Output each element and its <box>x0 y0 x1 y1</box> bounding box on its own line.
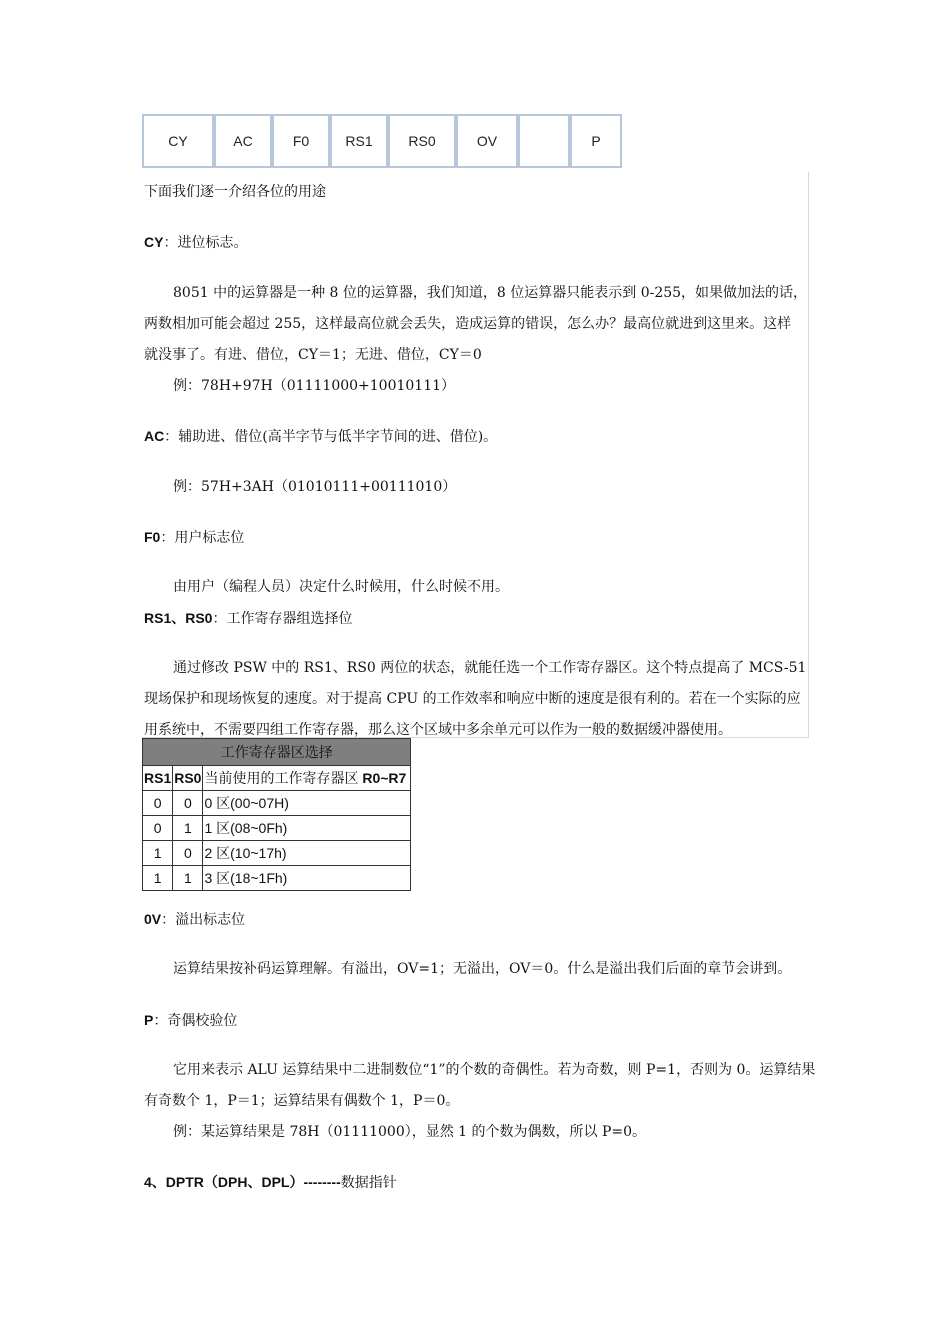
register-table-title: 工作寄存器区选择 <box>143 739 411 766</box>
row-rs0: 1 <box>173 866 203 891</box>
psw-bit-f0: F0 <box>272 114 330 168</box>
rs-label: RS1、RS0 <box>144 610 213 626</box>
rs-paragraph-line-1: 通过修改 PSW 中的 RS1、RS0 两位的状态，就能任选一个工作寄存器区。这个特点提高了 MCS-51 <box>173 660 807 676</box>
table-row <box>143 866 411 891</box>
f0-title: ：用户标志位 <box>160 530 245 546</box>
dptr-label: 4、DPTR（DPH、DPL）-------- <box>144 1174 341 1190</box>
psw-bit-table <box>142 114 622 168</box>
cy-example: 例：78H+97H（01111000+10010111） <box>173 378 456 394</box>
f0-heading <box>144 527 244 548</box>
register-col-area <box>203 766 411 791</box>
cy-paragraph-line-1: 8051 中的运算器是一种 8 位的运算器，我们知道，8 位运算器只能表示到 0-255，如果做加法的话， <box>173 285 808 301</box>
p-title: ：奇偶校验位 <box>153 1013 238 1029</box>
cy-label: CY <box>144 234 164 250</box>
row-rs0: 1 <box>173 816 203 841</box>
ov-description: 运算结果按补码运算理解。有溢出，OV=1；无溢出，OV＝0。什么是溢出我们后面的章节会讲到。 <box>173 961 792 977</box>
ov-heading <box>144 909 245 930</box>
rs-heading <box>144 608 352 629</box>
register-col-rs1: RS1 <box>143 766 173 791</box>
ov-title: ：溢出标志位 <box>161 912 246 928</box>
psw-bit-p: P <box>570 114 622 168</box>
p-example: 例：某运算结果是 78H（01111000），显然 1 的个数为偶数，所以 P=0。 <box>173 1124 647 1140</box>
cy-paragraph-line-3: 就没事了。有进、借位，CY＝1；无进、借位，CY＝0 <box>144 347 482 363</box>
p-heading <box>144 1010 237 1031</box>
cy-heading <box>144 232 247 253</box>
dptr-heading <box>144 1172 397 1193</box>
row-rs0: 0 <box>173 841 203 866</box>
register-col-rs0: RS0 <box>173 766 203 791</box>
p-paragraph-line-2: 有奇数个 1，P＝1；运算结果有偶数个 1，P＝0。 <box>144 1093 460 1109</box>
p-paragraph-line-1: 它用来表示 ALU 运算结果中二进制数位“1”的个数的奇偶性。若为奇数，则 P=1，否则为 0。运算结果 <box>173 1062 816 1078</box>
row-rs1: 0 <box>143 791 173 816</box>
row-rs0: 0 <box>173 791 203 816</box>
psw-bit-ac: AC <box>214 114 272 168</box>
dptr-title: 数据指针 <box>340 1175 397 1191</box>
psw-bit-empty <box>518 114 570 168</box>
ac-title: ：辅助进、借位(高半字节与低半字节间的进、借位)。 <box>164 429 498 445</box>
f0-description: 由用户（编程人员）决定什么时候用，什么时候不用。 <box>173 579 509 595</box>
ov-label: 0V <box>144 911 162 927</box>
psw-bit-cy: CY <box>142 114 214 168</box>
register-col-area-range: R0~R7 <box>358 770 407 786</box>
table-row <box>143 841 411 866</box>
row-rs1: 0 <box>143 816 173 841</box>
ac-example: 例：57H+3AH（01010111+00111010） <box>173 479 457 495</box>
ac-heading <box>144 426 497 447</box>
content-frame <box>142 172 809 738</box>
rs-title: ：工作寄存器组选择位 <box>212 611 353 627</box>
table-row <box>143 816 411 841</box>
cy-title: ：进位标志。 <box>163 235 248 251</box>
row-area: 3 区(18~1Fh) <box>203 866 411 891</box>
cy-paragraph-line-2: 两数相加可能会超过 255，这样最高位就会丢失，造成运算的错误，怎么办？最高位就进到这里来。这样 <box>144 316 792 332</box>
psw-bit-ov: OV <box>456 114 518 168</box>
register-col-area-label: 当前使用的工作寄存器区 <box>204 771 359 787</box>
row-rs1: 1 <box>143 841 173 866</box>
row-area: 0 区(00~07H) <box>203 791 411 816</box>
rs-paragraph-line-2: 现场保护和现场恢复的速度。对于提高 CPU 的工作效率和响应中断的速度是很有利的。若在一个实际的应 <box>144 691 801 707</box>
register-bank-table <box>142 738 411 891</box>
row-area: 1 区(08~0Fh) <box>203 816 411 841</box>
ac-label: AC <box>144 428 165 444</box>
psw-bit-rs1: RS1 <box>330 114 388 168</box>
p-label: P <box>144 1012 154 1028</box>
intro-text: 下面我们逐一介绍各位的用途 <box>144 184 326 200</box>
psw-bit-rs0: RS0 <box>388 114 456 168</box>
rs-paragraph-line-3: 用系统中，不需要四组工作寄存器，那么这个区域中多余单元可以作为一般的数据缓冲器使用。 <box>144 722 732 738</box>
table-row <box>143 791 411 816</box>
row-area: 2 区(10~17h) <box>203 841 411 866</box>
row-rs1: 1 <box>143 866 173 891</box>
f0-label: F0 <box>144 529 161 545</box>
